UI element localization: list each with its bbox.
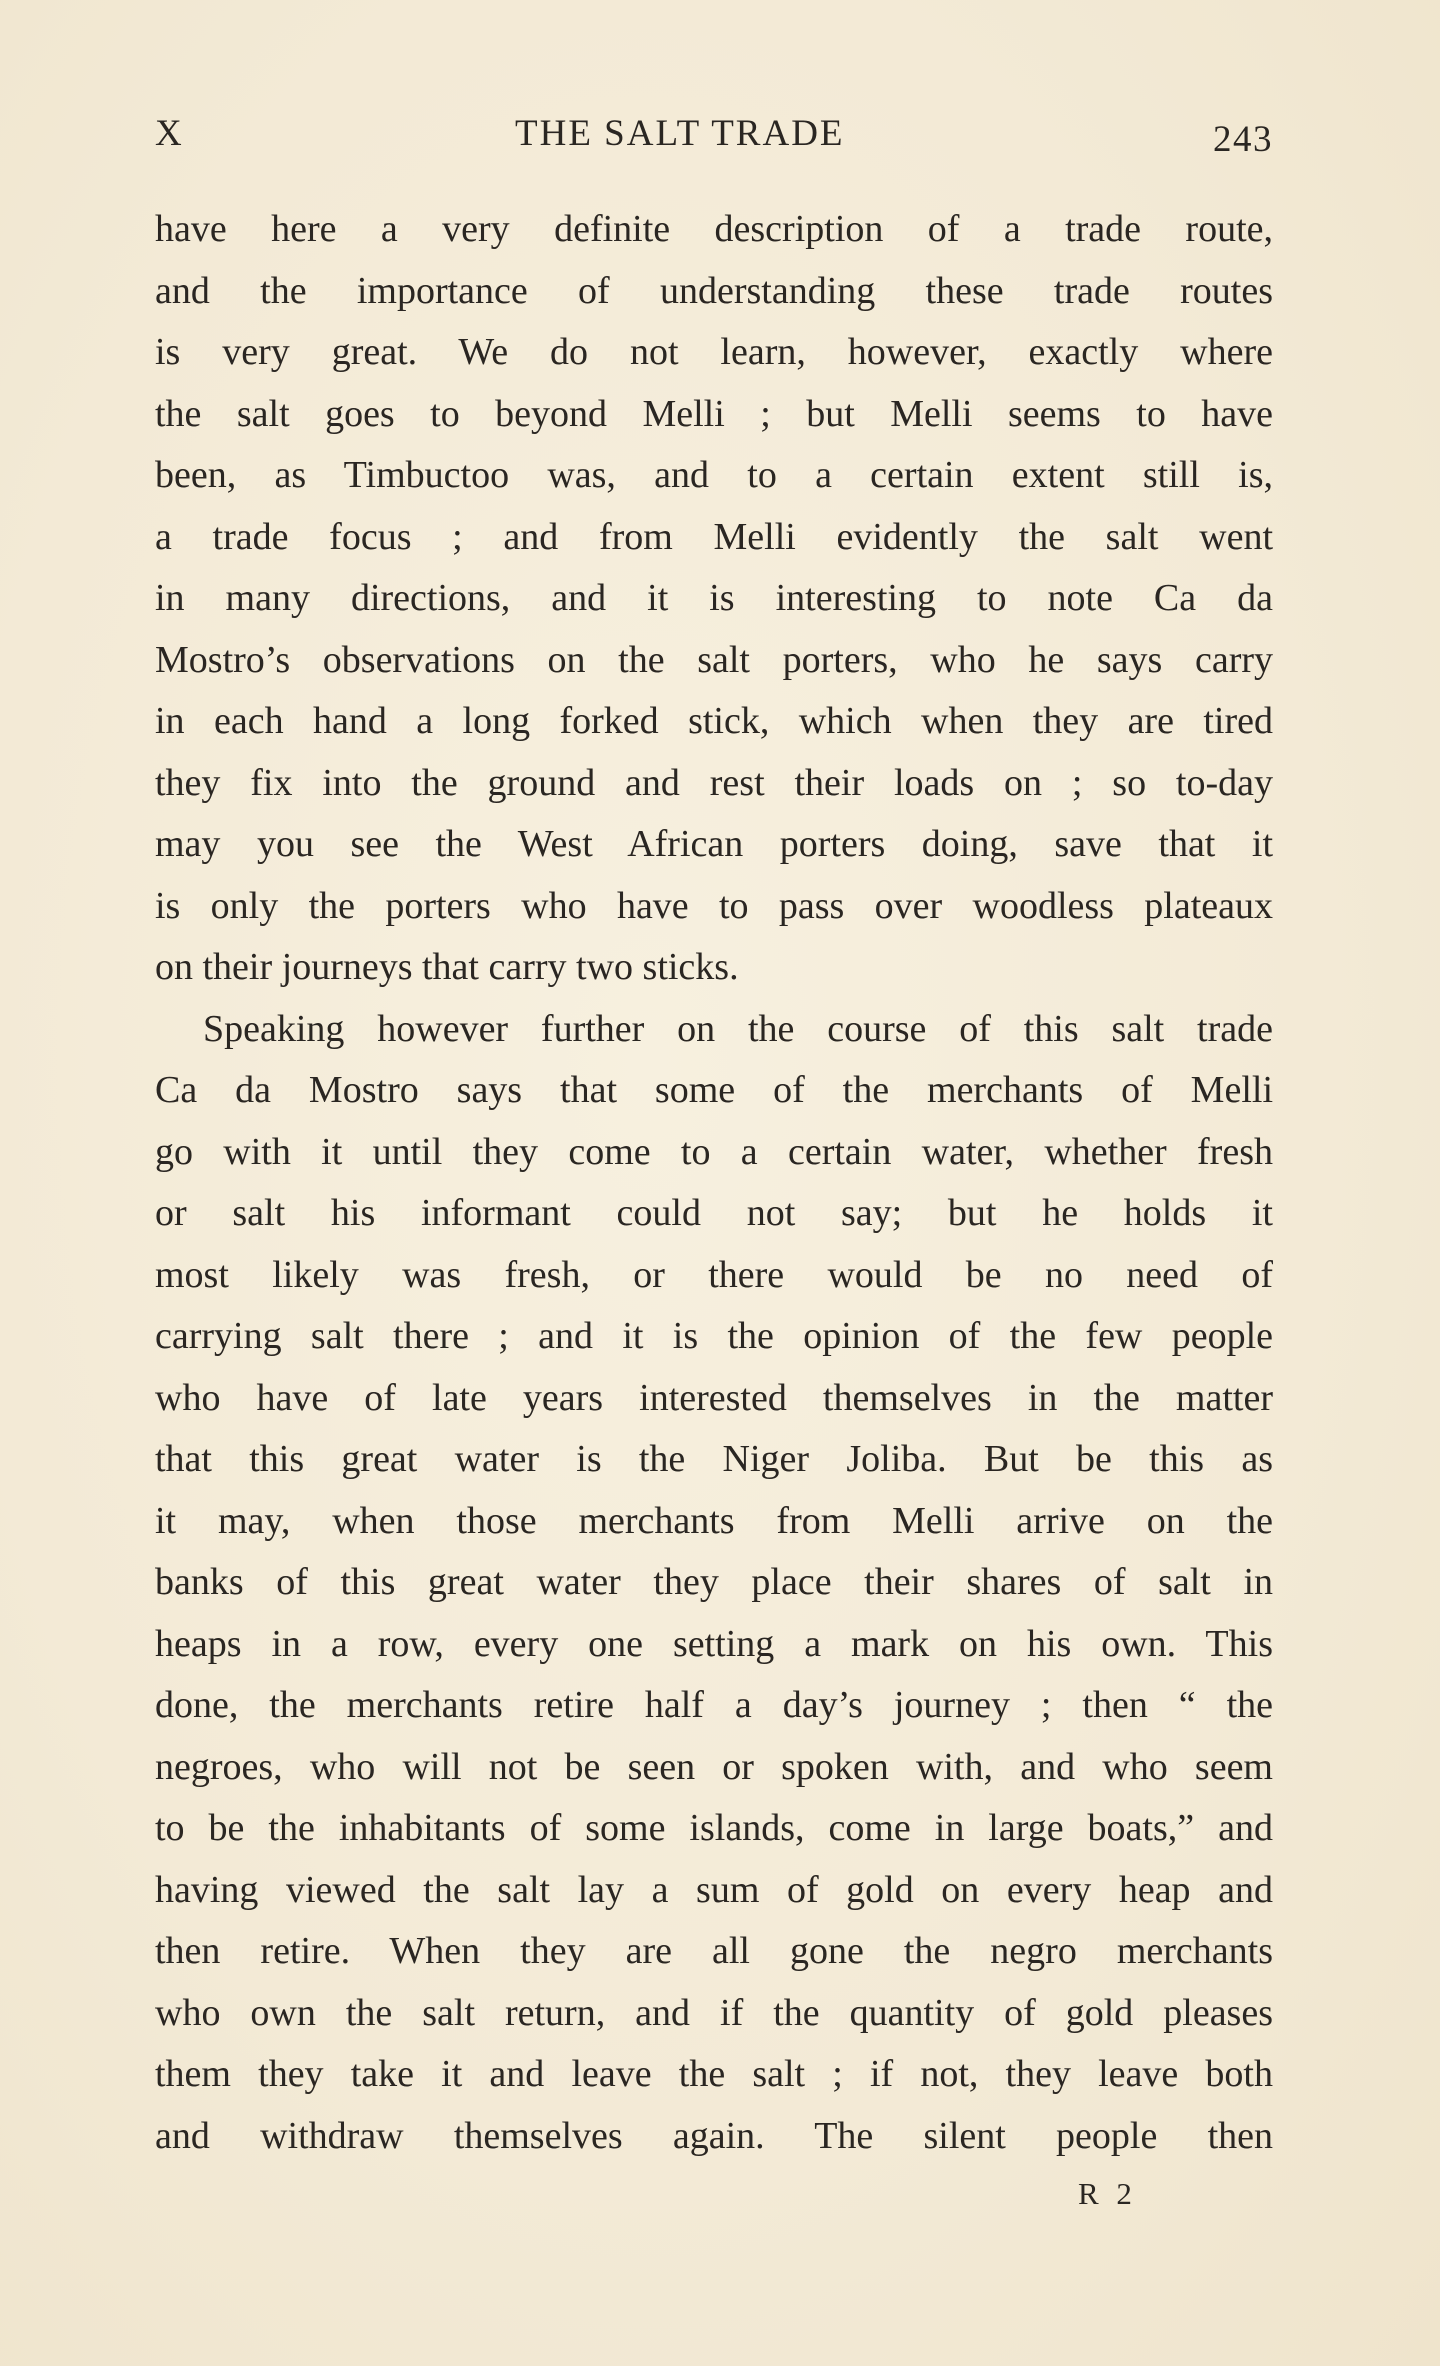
text-line: they fix into the ground and rest their loads on ; so to-day — [155, 761, 1273, 804]
text-line: been, as Timbuctoo was, and to a certain extent still is, — [155, 454, 1273, 496]
text-line: having viewed the salt lay a sum of gold on every heap and — [155, 1868, 1273, 1911]
text-line: who own the salt return, and if the quantity of gold pleases — [155, 1991, 1273, 2034]
text-line: who have of late years interested themselves in the matter — [155, 1376, 1273, 1419]
text-line: a trade focus ; and from Melli evidently the salt went — [155, 515, 1273, 558]
running-title: THE SALT TRADE — [515, 113, 845, 154]
text-line: it may, when those merchants from Melli arrive on the — [155, 1499, 1273, 1542]
body-text — [155, 199, 1273, 2167]
paragraph-start-line: Speaking however further on the course of this salt trade — [203, 1007, 1273, 1050]
text-line: in each hand a long forked stick, which when they are tired — [155, 700, 1273, 742]
text-line: and the importance of understanding these trade routes — [155, 269, 1273, 312]
text-line: the salt goes to beyond Melli ; but Melli seems to have — [155, 392, 1273, 435]
chapter-numeral: X — [155, 113, 184, 154]
text-line: heaps in a row, every one setting a mark on his own. This — [155, 1622, 1273, 1665]
text-line: done, the merchants retire half a day’s journey ; then “ the — [155, 1684, 1273, 1726]
text-line: and withdraw themselves again. The silent people then — [155, 2114, 1273, 2157]
text-line: most likely was fresh, or there would be no need of — [155, 1253, 1273, 1296]
text-line: that this great water is the Niger Joliba. But be this as — [155, 1438, 1273, 1480]
text-line: have here a very definite description of a trade route, — [155, 208, 1273, 250]
text-line: banks of this great water they place their shares of salt in — [155, 1561, 1273, 1603]
text-line: negroes, who will not be seen or spoken with, and who seem — [155, 1745, 1273, 1788]
text-line: carrying salt there ; and it is the opinion of the few people — [155, 1315, 1273, 1357]
paragraph-end-line: on their journeys that carry two sticks. — [155, 946, 739, 988]
text-line: or salt his informant could not say; but he holds it — [155, 1192, 1273, 1234]
signature-mark: R 2 — [1078, 2176, 1137, 2211]
text-line: then retire. When they are all gone the negro merchants — [155, 1930, 1273, 1972]
page-number: 243 — [1213, 119, 1273, 160]
text-line: them they take it and leave the salt ; if not, they leave both — [155, 2053, 1273, 2095]
text-line: Ca da Mostro says that some of the merchants of Melli — [155, 1069, 1273, 1111]
text-line: go with it until they come to a certain water, whether fresh — [155, 1130, 1273, 1173]
text-line: may you see the West African porters doing, save that it — [155, 823, 1273, 865]
text-line: is very great. We do not learn, however, exactly where — [155, 331, 1273, 373]
text-line: Mostro’s observations on the salt porters, who he says carry — [155, 638, 1273, 681]
text-line: to be the inhabitants of some islands, come in large boats,” and — [155, 1807, 1273, 1849]
running-head — [155, 112, 1273, 172]
text-line: in many directions, and it is interesting to note Ca da — [155, 577, 1273, 619]
text-line: is only the porters who have to pass over woodless plateaux — [155, 884, 1273, 927]
